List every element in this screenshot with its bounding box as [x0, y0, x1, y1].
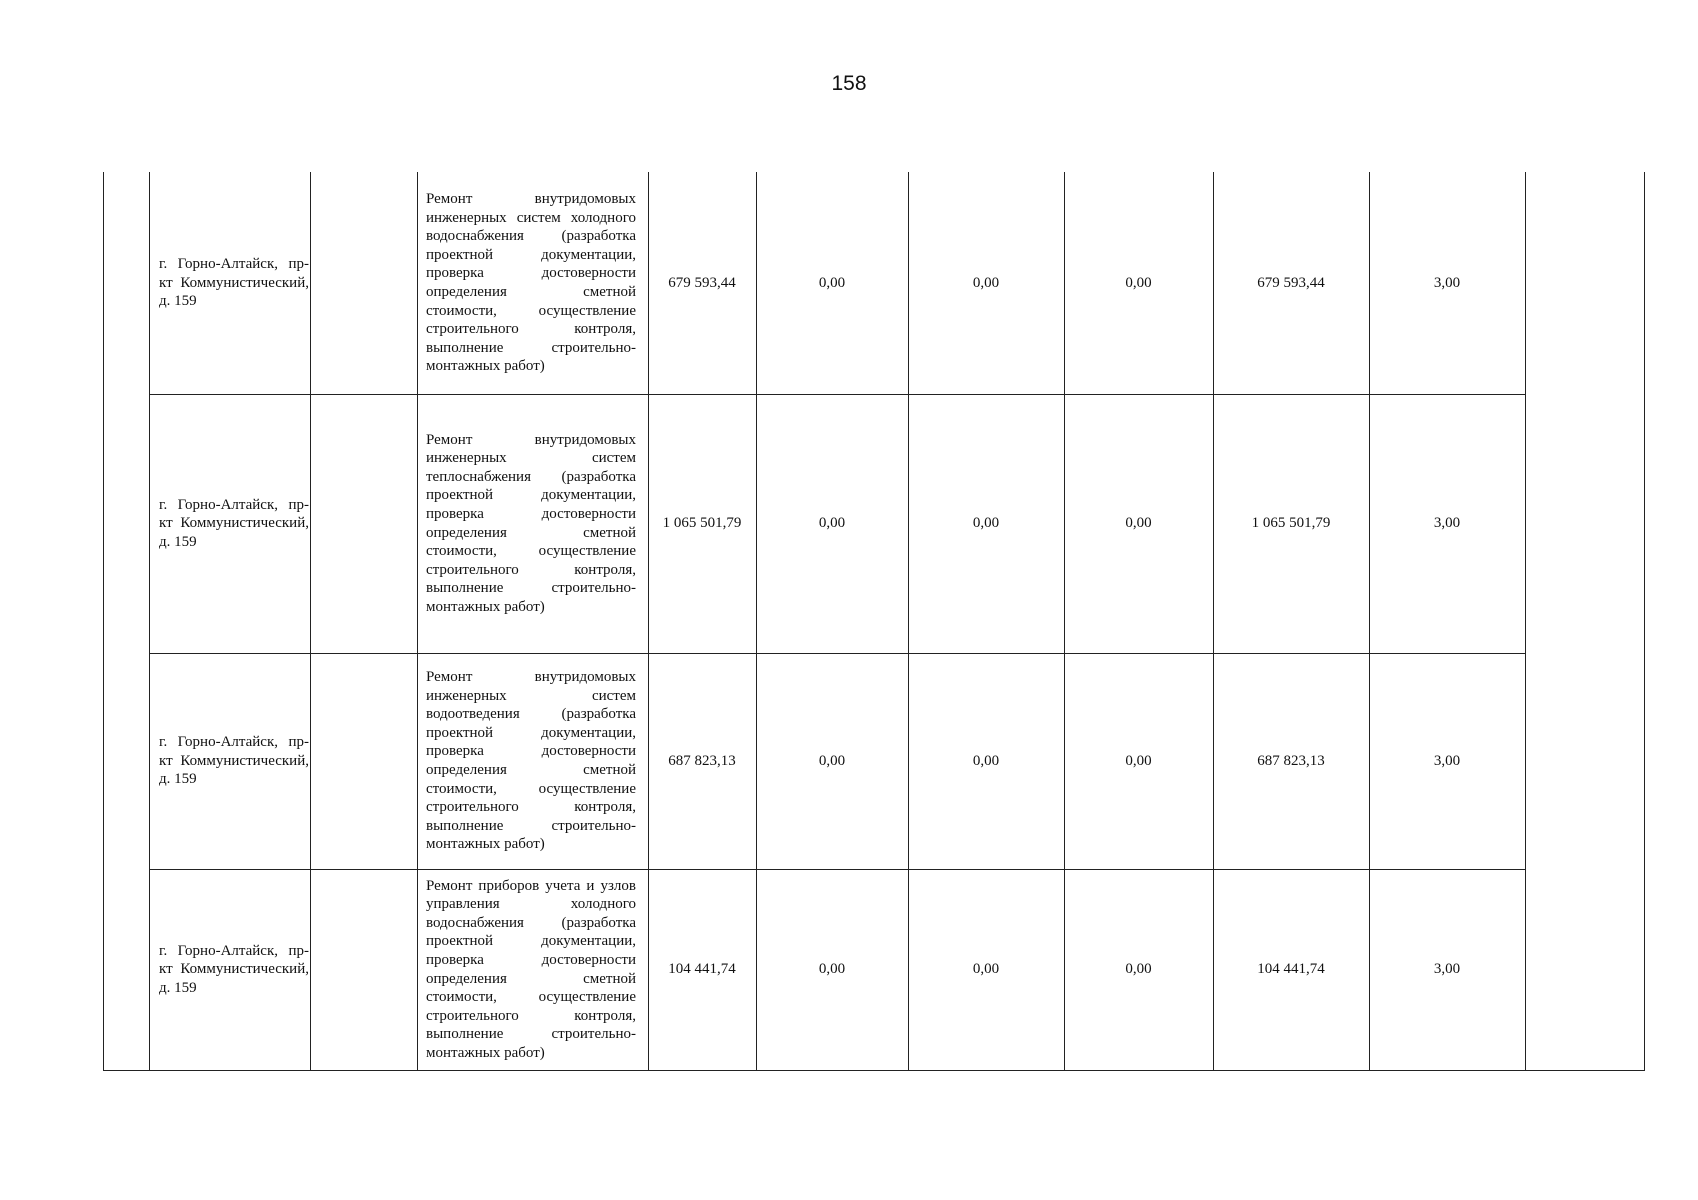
value-cell: 0,00	[818, 274, 846, 291]
value-cell: 104 441,74	[1257, 961, 1325, 978]
value-cell: 0,00	[818, 961, 846, 978]
value-cell: 0,00	[818, 515, 846, 532]
value-cell: 0,00	[972, 515, 1000, 532]
table-row	[159, 394, 309, 653]
column-divider	[149, 172, 150, 1070]
address-cell: г. Горно-Алтайск, пр-кт Коммунистический, д. 159	[159, 256, 309, 310]
table-border-bottom	[103, 1070, 1645, 1071]
address-cell: г. Горно-Алтайск, пр-кт Коммунистический, д. 159	[159, 734, 309, 788]
column-divider	[310, 172, 311, 1070]
value-cell: 0,00	[1125, 961, 1152, 978]
cost-total-cell: 687 823,13	[668, 752, 736, 769]
column-divider	[1525, 172, 1526, 1070]
work-description-cell	[426, 394, 636, 653]
cost-total-cell: 104 441,74	[668, 961, 736, 978]
value-cell: 3,00	[1433, 752, 1461, 769]
value-cell: 0,00	[1125, 752, 1152, 769]
work-description-text: Ремонт внутридомовых инженерных систем водоотведения (разработка проектной документации, проверка достоверности определения сметной стоимости, осуществление строительного контроля, выполнение строительно-монтажных работ)	[426, 669, 636, 853]
work-description-text: Ремонт внутридомовых инженерных систем холодного водоснабжения (разработка проектной документации, проверка достоверности определения сметной стоимости, осуществление строительного контроля, выполнение строительно-монтажных работ)	[426, 191, 636, 375]
work-description-cell	[426, 869, 636, 1070]
address-cell: г. Горно-Алтайск, пр-кт Коммунистический, д. 159	[159, 496, 309, 550]
value-cell: 3,00	[1433, 274, 1461, 291]
value-cell: 0,00	[972, 274, 1000, 291]
value-cell: 0,00	[1125, 274, 1152, 291]
work-description-text: Ремонт внутридомовых инженерных систем теплоснабжения (разработка проектной документации, проверка достоверности определения сметной стоимости, осуществление строительного контроля, выполнение строительно-монтажных работ)	[426, 431, 636, 615]
value-cell: 0,00	[972, 961, 1000, 978]
work-description-text: Ремонт приборов учета и узлов управления холодного водоснабжения (разработка проектной документации, проверка достоверности определения сметной стоимости, осуществление строительного контроля, выполнение строительно-монтажных работ)	[426, 877, 636, 1061]
value-cell: 0,00	[818, 752, 846, 769]
cost-total-cell: 1 065 501,79	[662, 515, 742, 532]
value-cell: 3,00	[1433, 961, 1461, 978]
column-divider	[417, 172, 418, 1070]
value-cell: 679 593,44	[1257, 274, 1325, 291]
table-row	[159, 172, 309, 394]
page-number: 158	[831, 72, 867, 95]
table-row	[159, 653, 309, 869]
table-row	[159, 869, 309, 1070]
value-cell: 3,00	[1433, 515, 1461, 532]
table-border-right	[1644, 172, 1645, 1070]
value-cell: 687 823,13	[1257, 752, 1325, 769]
address-cell: г. Горно-Алтайск, пр-кт Коммунистический, д. 159	[159, 942, 309, 996]
work-description-cell	[426, 653, 636, 869]
cost-total-cell: 679 593,44	[668, 274, 736, 291]
value-cell: 0,00	[972, 752, 1000, 769]
value-cell: 1 065 501,79	[1251, 515, 1331, 532]
value-cell: 0,00	[1125, 515, 1152, 532]
table-border-left	[103, 172, 104, 1070]
work-description-cell	[426, 172, 636, 394]
